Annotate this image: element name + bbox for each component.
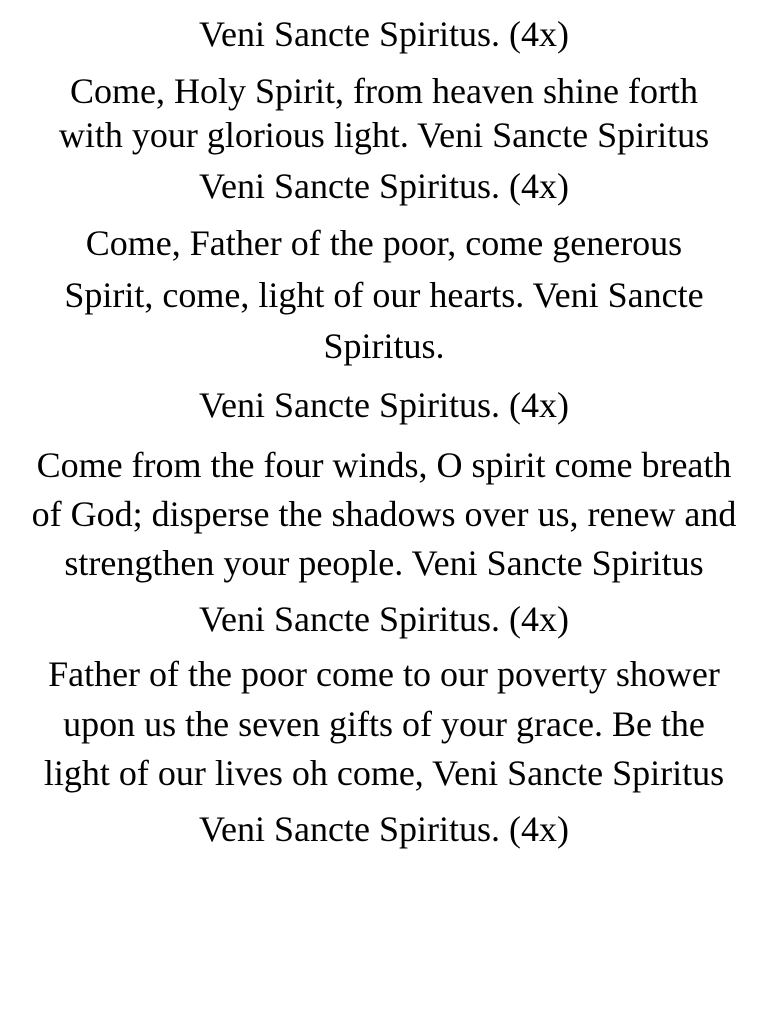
refrain-line-2: Veni Sancte Spiritus. (4x) (199, 166, 569, 206)
verse-3-line-2: of God; disperse the shadows over us, renew and (31, 494, 737, 534)
refrain-line-4: Veni Sancte Spiritus. (4x) (199, 599, 569, 639)
verse-3-line-3: strengthen your people. Veni Sancte Spiritus (64, 543, 704, 583)
verse-4-line-2: upon us the seven gifts of your grace. Be the (63, 704, 705, 744)
verse-1-line-2: with your glorious light. Veni Sancte Spiritus (58, 115, 710, 155)
verse-2-line-3: Spiritus. (323, 326, 445, 366)
verse-2-line-2: Spirit, come, light of our hearts. Veni Sancte (64, 275, 704, 315)
verse-2-line-1: Come, Father of the poor, come generous (85, 223, 683, 263)
verse-1-line-1: Come, Holy Spirit, from heaven shine forth (70, 71, 698, 111)
refrain-line-5: Veni Sancte Spiritus. (4x) (199, 809, 569, 849)
refrain-line-3: Veni Sancte Spiritus. (4x) (199, 385, 569, 425)
verse-4-line-1: Father of the poor come to our poverty shower (48, 654, 720, 694)
refrain-line-1: Veni Sancte Spiritus. (4x) (199, 14, 569, 54)
verse-3-line-1: Come from the four winds, O spirit come breath (36, 445, 732, 485)
verse-4-line-3: light of our lives oh come, Veni Sancte Spiritus (43, 753, 725, 793)
